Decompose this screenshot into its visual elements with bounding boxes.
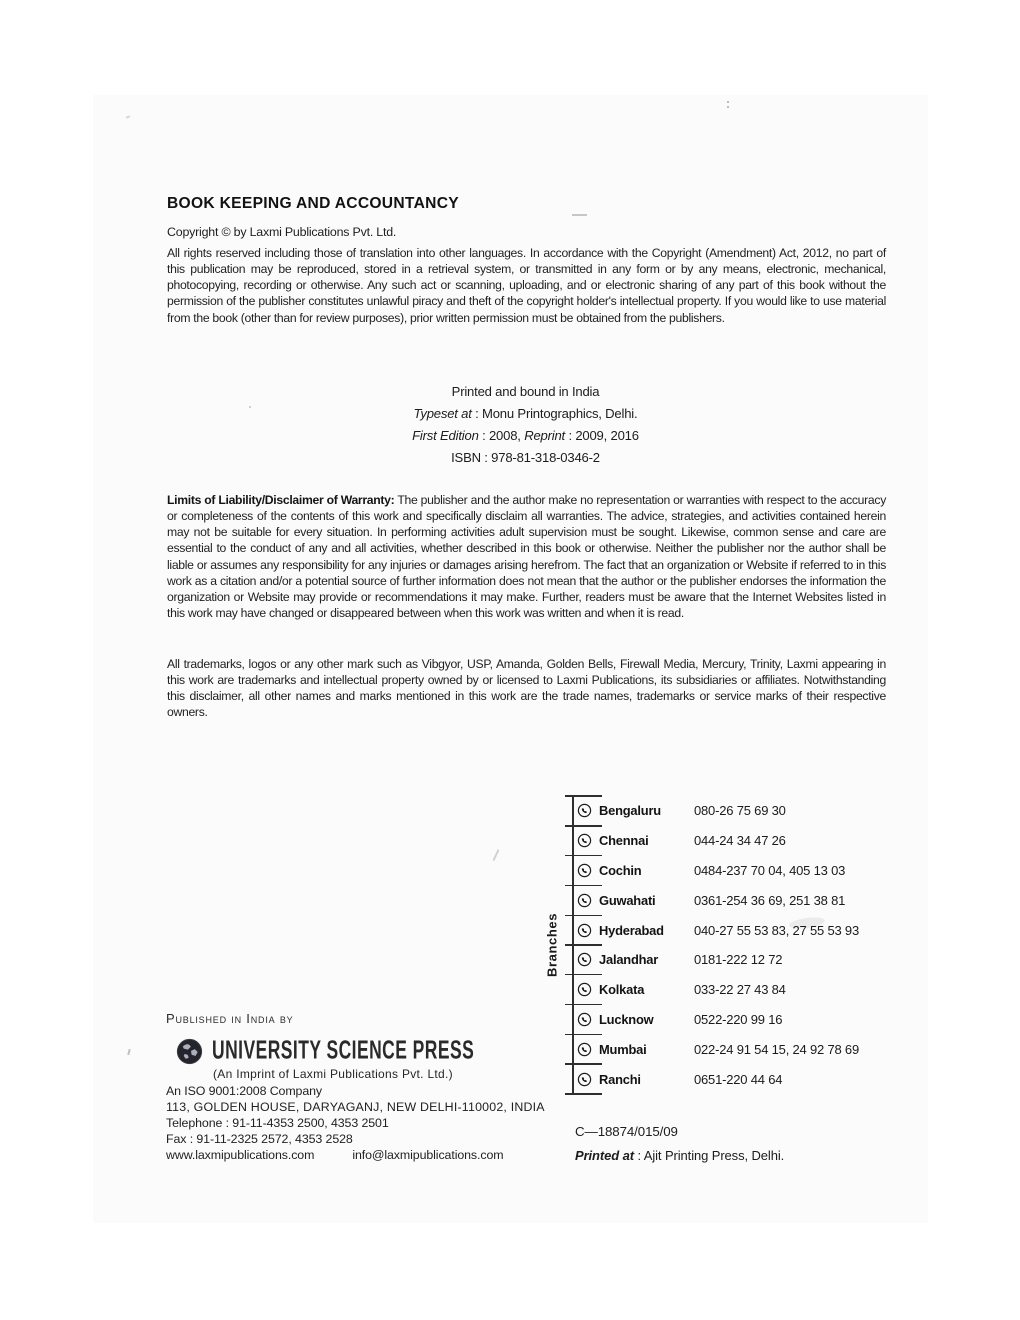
copyright-line: Copyright © by Laxmi Publications Pvt. Ltd. (167, 225, 397, 239)
branch-city: Hyderabad (599, 922, 664, 938)
branch-row (565, 975, 895, 1005)
book-title: BOOK KEEPING AND ACCOUNTANCY (167, 195, 459, 212)
branch-city: Chennai (599, 833, 649, 849)
branch-row (565, 885, 895, 915)
branches-rows (565, 796, 895, 1094)
branch-city: Ranchi (599, 1071, 641, 1087)
edition-label: First Edition (412, 428, 479, 443)
branch-row (565, 1064, 895, 1094)
branch-phone: 0651-220 44 64 (694, 1071, 783, 1087)
branch-row (565, 796, 895, 826)
printed-at-label: Printed at (575, 1148, 634, 1163)
phone-circle-icon (577, 982, 592, 997)
warranty-lead: Limits of Liability/Disclaimer of Warranty: (167, 493, 395, 507)
phone-circle-icon (577, 1072, 592, 1087)
printing-block (267, 381, 784, 469)
branch-city: Cochin (599, 862, 642, 878)
edition-line (267, 425, 784, 447)
print-code: C—18874/015/09 (575, 1124, 678, 1139)
printed-at-line (575, 1148, 784, 1163)
phone-circle-icon (577, 923, 592, 938)
phone-circle-icon (577, 952, 592, 967)
branch-row (565, 945, 895, 975)
typeset-value: : Monu Printographics, Delhi. (471, 406, 638, 421)
typeset-line (267, 403, 784, 425)
typeset-label: Typeset at (413, 406, 472, 421)
trademarks-paragraph: All trademarks, logos or any other mark such as Vibgyor, USP, Amanda, Golden Bells, Firewall Media, Mercury, Trinity, Laxmi appearing in this work are trademarks and intellectual property owned by or licensed to Laxmi Publications, its subsidiaries or affiliates. Notwithstanding this disclaimer, all other names and marks mentioned in this work are the trade names, trademarks or service marks of their respective owners. (167, 657, 886, 720)
phone-circle-icon (577, 1042, 592, 1057)
reprint-years: : 2009, 2016 (565, 428, 639, 443)
phone-circle-icon (577, 893, 592, 908)
phone-circle-icon (577, 833, 592, 848)
branch-phone: 0484-237 70 04, 405 13 03 (694, 862, 846, 878)
rights-paragraph: All rights reserved including those of translation into other languages. In accordance with the Copyright (Amendment) Act, 2012, no part of this publication may be reproduced, stored in a retrieval system, or transmitted in any form or by any means, electronic, mechanical, photocopying, recording or otherwise. Any such act or scanning, uploading, and or electronic sharing of any part of this book without the permission of the publisher constitutes unlawful piracy and theft of the copyright holder's intellectual property. If you would like to use material from the book (other than for review purposes), prior written permission must be obtained from the publishers. (167, 246, 886, 325)
branch-phone: 040-27 55 53 83, 27 55 53 93 (694, 922, 859, 938)
branch-phone: 0181-222 12 72 (694, 952, 783, 968)
branch-phone: 044-24 34 47 26 (694, 833, 786, 849)
scan-artifact (727, 106, 729, 108)
branch-row (565, 1034, 895, 1064)
isbn-line: ISBN : 978-81-318-0346-2 (451, 450, 600, 465)
branch-row (565, 1005, 895, 1035)
branch-city: Lucknow (599, 1011, 654, 1027)
reprint-label: Reprint (524, 428, 565, 443)
telephone-line: Telephone : 91-11-4353 2500, 4353 2501 (166, 1116, 389, 1130)
fax-line: Fax : 91-11-2325 2572, 4353 2528 (166, 1132, 353, 1146)
branch-row (565, 826, 895, 856)
branch-row (565, 915, 895, 945)
branches-table (544, 796, 895, 1094)
warranty-text: The publisher and the author make no representation or warranties with respect to the accuracy or completeness of the contents of this work and specifically disclaim all warranties. The advice, strategies, and activities contained herein may not be suitable for every situation. In performing activities adult supervision must be sought. Likewise, common sense and care are essential to the conduct of any and all activities, whether described in this book or otherwise. Neither the publisher nor the author shall be liable or assumes any responsibility for any injuries or damages arising herefrom. The fact that an organization or Website if referred to in this work as a citation and/or a potential source of further information does not mean that the author or the publisher endorses the information the organization or Website may provide or recommendations it may make. Further, readers must be aware that the Internet Websites listed in this work may have changed or disappeared between when this work was written and when it is read. (167, 493, 886, 621)
imprint-line: (An Imprint of Laxmi Publications Pvt. Ltd.) (213, 1067, 453, 1081)
phone-circle-icon (577, 1012, 592, 1027)
scan-artifact (572, 214, 587, 216)
branch-city: Mumbai (599, 1041, 647, 1057)
globe-logo-icon (176, 1038, 203, 1065)
branches-vertical-label: Branches (544, 912, 560, 978)
iso-line: An ISO 9001:2008 Company (166, 1084, 323, 1098)
branch-city: Guwahati (599, 892, 656, 908)
press-name: UNIVERSITY SCIENCE PRESS (212, 1035, 475, 1065)
phone-circle-icon (577, 803, 592, 818)
branch-phone: 0361-254 36 69, 251 38 81 (694, 892, 846, 908)
printed-in-india-line: Printed and bound in India (451, 384, 600, 399)
branch-phone: 033-22 27 43 84 (694, 982, 786, 998)
scan-artifact (249, 406, 251, 408)
website-link: www.laxmipublications.com (166, 1148, 315, 1162)
edition-years: : 2008, (478, 428, 525, 443)
branch-city: Jalandhar (599, 952, 659, 968)
published-in-india-line: Published in India by (166, 1011, 294, 1026)
address-line: 113, GOLDEN HOUSE, DARYAGANJ, NEW DELHI-110002, INDIA (166, 1100, 545, 1114)
email-link: info@laxmipublications.com (352, 1148, 504, 1162)
branch-phone: 022-24 91 54 15, 24 92 78 69 (694, 1041, 859, 1057)
warranty-paragraph (167, 492, 886, 621)
phone-circle-icon (577, 863, 592, 878)
branch-phone: 0522-220 99 16 (694, 1011, 783, 1027)
branch-phone: 080-26 75 69 30 (694, 803, 786, 819)
branch-row (565, 856, 895, 886)
scan-artifact (727, 101, 729, 103)
branch-city: Bengaluru (599, 803, 661, 819)
printed-at-value: : Ajit Printing Press, Delhi. (633, 1148, 785, 1163)
branch-city: Kolkata (599, 982, 645, 998)
web-line (166, 1148, 503, 1162)
